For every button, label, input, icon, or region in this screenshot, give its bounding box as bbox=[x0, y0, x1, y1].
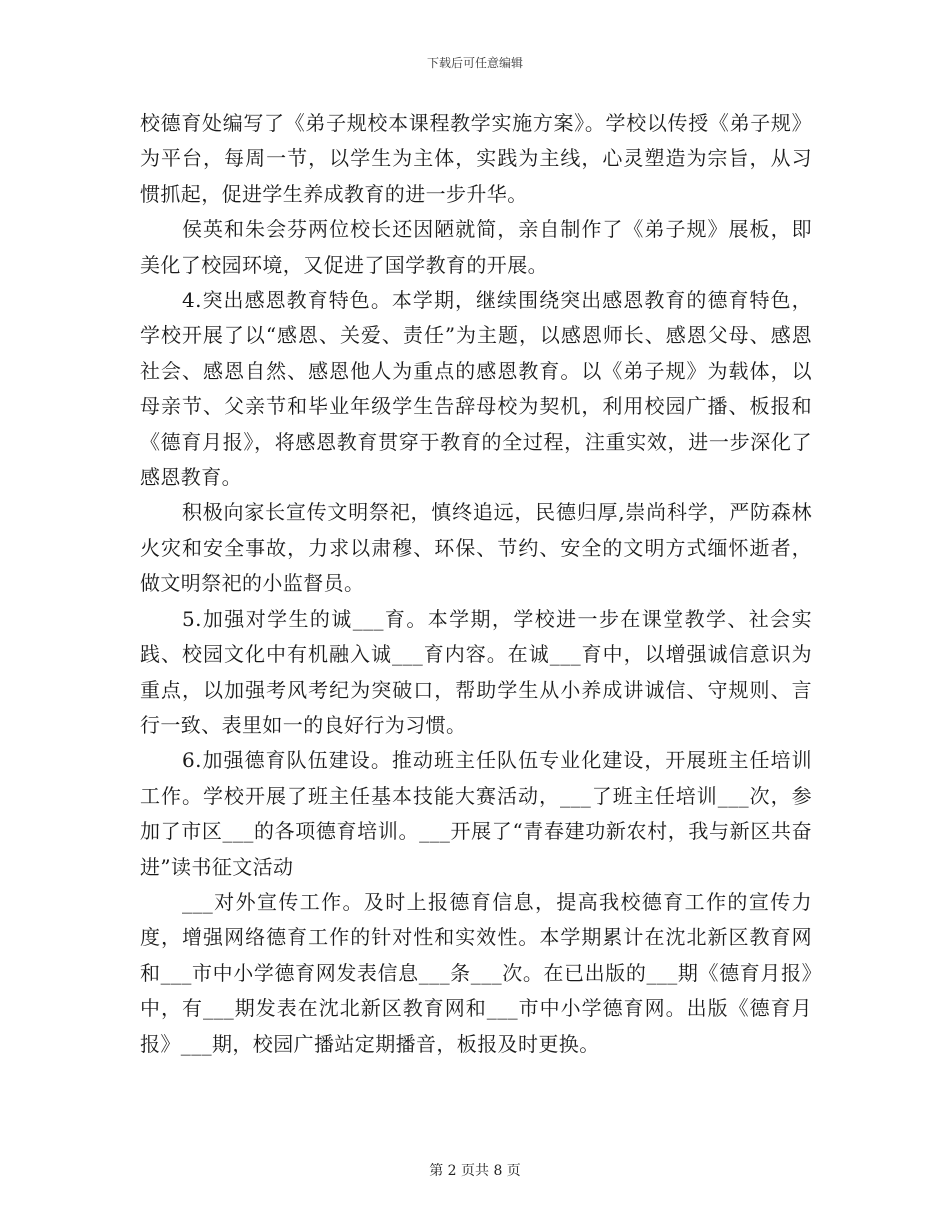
paragraph-publicity: ___对外宣传工作。及时上报德育信息，提高我校德育工作的宣传力度，增强网络德育工作的针对性和实效性。本学期累计在沈北新区教育网和___市中小学德育网发表信息___条___次。在已出版的___期《德育月报》中，有___期发表在沈北新区教育网和___市中小学德育网。出版《德育月报》___期，校园广播站定期播音，板报及时更换。 bbox=[140, 889, 812, 1056]
paragraph-integrity-education: 5.加强对学生的诚___育。本学期，学校进一步在课堂教学、社会实践、校园文化中有机融入诚___育内容。在诚___育中，以增强诚信意识为重点，以加强考风考纪为突破口，帮助学生从小养成讲诚信、守规则、言行一致、表里如一的良好行为习惯。 bbox=[140, 606, 812, 737]
document-body bbox=[140, 106, 812, 1062]
paragraph-gratitude-education: 4.突出感恩教育特色。本学期，继续围绕突出感恩教育的德育特色，学校开展了以“感恩、关爱、责任”为主题，以感恩师长、感恩父母、感恩社会、感恩自然、感恩他人为重点的感恩教育。以《弟子规》为载体，以母亲节、父亲节和毕业年级学生告辞母校为契机，利用校园广播、板报和《德育月报》，将感恩教育贯穿于教育的全过程，注重实效，进一步深化了感恩教育。 bbox=[140, 288, 812, 490]
paragraph-dizigui-board: 侯英和朱会芬两位校长还因陋就简，亲自制作了《弟子规》展板，即美化了校园环境，又促进了国学教育的开展。 bbox=[140, 217, 812, 277]
page-header: 下载后可任意编辑 bbox=[426, 56, 523, 70]
paragraph-dizigui-course: 校德育处编写了《弟子规校本课程教学实施方案》。学校以传授《弟子规》为平台，每周一节，以学生为主体，实践为主线，心灵塑造为宗旨，从习惯抓起，促进学生养成教育的进一步升华。 bbox=[140, 111, 812, 206]
paragraph-staff-building: 6.加强德育队伍建设。推动班主任队伍专业化建设，开展班主任培训工作。学校开展了班主任基本技能大赛活动，___了班主任培训___次，参加了市区___的各项德育培训。___开展了“青春建功新农村，我与新区共奋进”读书征文活动 bbox=[140, 748, 812, 879]
page-number: 第 2 页共 8 页 bbox=[429, 1163, 521, 1179]
paragraph-civilized-memorial: 积极向家长宣传文明祭祀，慎终追远，民德归厚,崇尚科学，严防森林火灾和安全事故，力求以肃穆、环保、节约、安全的文明方式缅怀逝者，做文明祭祀的小监督员。 bbox=[140, 500, 812, 596]
